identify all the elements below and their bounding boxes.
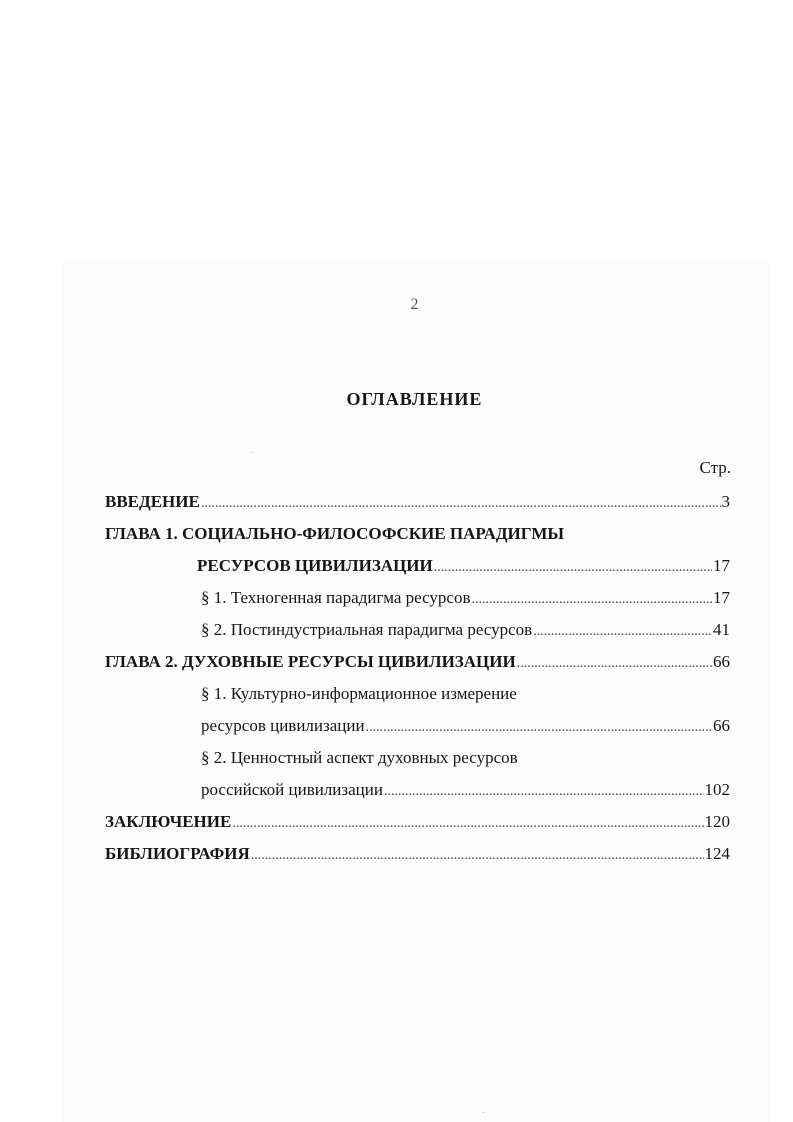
dot-leader [232,806,703,840]
pages-column-caption: Стр. [699,458,731,477]
toc-entry-chapter-1 [105,518,730,550]
toc-entry-section-2-2 [105,742,730,774]
toc-entry-page: 120 [704,812,730,831]
toc-entry-label: § 2. Ценностный аспект духовных ресурсов [201,748,518,767]
toc-entry-page: 3 [721,492,730,511]
toc-entry-section-1-2 [105,614,730,646]
dot-leader [201,486,721,520]
table-of-contents [105,486,730,870]
scan-speck [251,452,252,453]
toc-entry-label: ВВЕДЕНИЕ [105,492,200,511]
toc-entry-page: 17 [713,556,730,575]
toc-entry-label: § 1. Техногенная парадигма ресурсов [201,588,471,607]
toc-entry-label: ресурсов цивилизации [201,716,365,735]
toc-entry-bibliography [105,838,730,870]
toc-entry-section-1-1 [105,582,730,614]
toc-entry-introduction [105,486,730,518]
toc-entry-page: 66 [713,716,730,735]
toc-entry-page: 124 [704,844,730,863]
toc-entry-label: РЕСУРСОВ ЦИВИЛИЗАЦИИ [197,556,433,575]
dot-leader [472,582,713,616]
toc-entry-page: 41 [713,620,730,639]
toc-entry-label: § 1. Культурно-информационное измерение [201,684,517,703]
toc-entry-page: 66 [713,652,730,671]
toc-entry-section-2-1 [105,678,730,710]
dot-leader [251,838,704,872]
toc-entry-page: 102 [704,780,730,799]
toc-entry-page: 17 [713,588,730,607]
toc-entry-label: российской цивилизации [201,780,383,799]
toc-entry-section-2-2-continued [105,774,730,806]
toc-title: ОГЛАВЛЕНИЕ [346,389,483,409]
dot-leader [517,646,712,680]
toc-entry-label: ЗАКЛЮЧЕНИЕ [105,812,232,831]
toc-entry-chapter-2 [105,646,730,678]
toc-entry-label: § 2. Постиндустриальная парадигма ресурсов [201,620,533,639]
toc-entry-conclusion [105,806,730,838]
toc-entry-label: ГЛАВА 1. СОЦИАЛЬНО-ФИЛОСОФСКИЕ ПАРАДИГМЫ [105,524,565,543]
dot-leader [366,710,712,744]
scan-speck [483,1112,484,1113]
dot-leader [533,614,712,648]
toc-entry-label: БИБЛИОГРАФИЯ [105,844,250,863]
dot-leader [434,550,712,584]
toc-entry-label: ГЛАВА 2. ДУХОВНЫЕ РЕСУРСЫ ЦИВИЛИЗАЦИИ [105,652,516,671]
dot-leader [384,774,704,808]
page-number: 2 [410,296,419,313]
toc-entry-section-2-1-continued [105,710,730,742]
toc-entry-chapter-1-continued [105,550,730,582]
